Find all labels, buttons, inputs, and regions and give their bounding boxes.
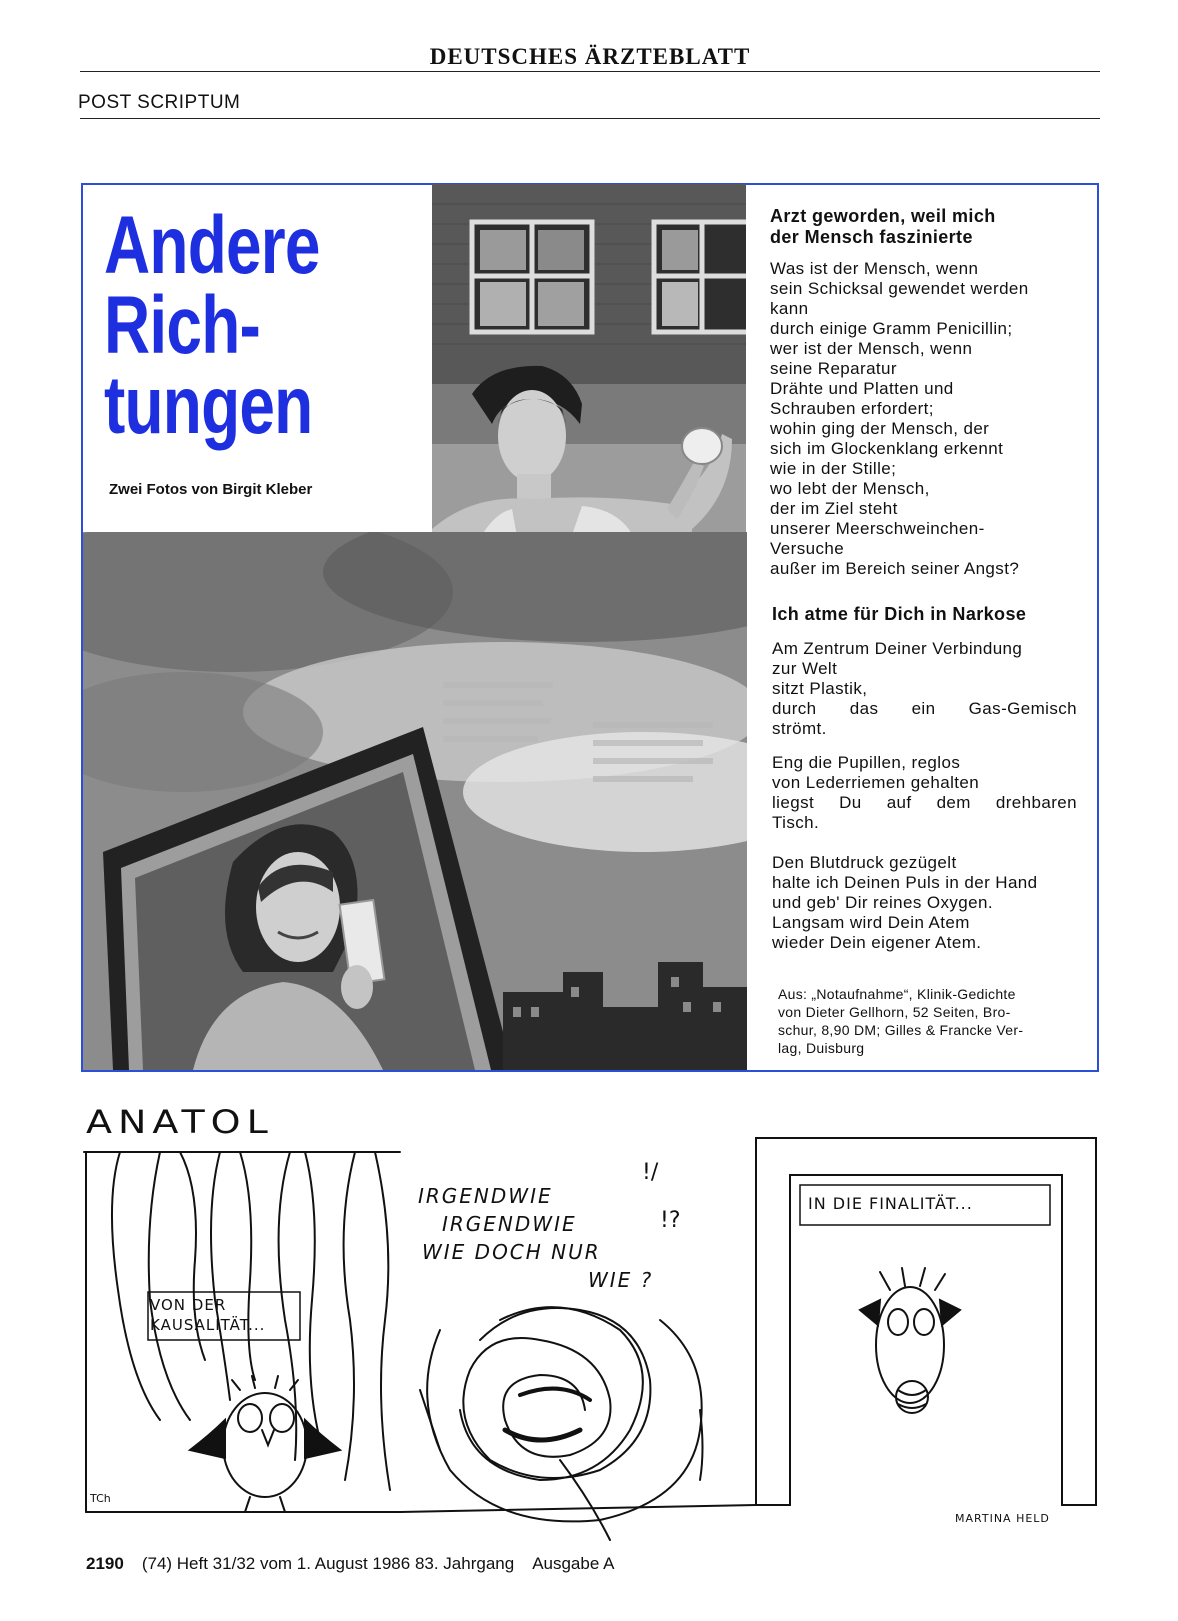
poem1-line: sich im Glockenklang erkennt [770,439,1004,458]
poem2-line: Am Zentrum Deiner Verbindung [772,639,1023,658]
poem1-line: wo lebt der Mensch, [770,479,930,498]
poem1-line: Schrauben erfordert; [770,399,934,418]
poem2-line: Langsam wird Dein Atem [772,913,970,932]
poem1-line: Was ist der Mensch, wenn [770,259,979,278]
poem1-title-line-2: der Mensch faszinierte [770,227,973,247]
poem1-line: außer im Bereich seiner Angst? [770,559,1020,578]
poem2-line: zur Welt [772,659,838,678]
poem2-line: von Lederriemen gehalten [772,773,980,792]
poem1-line: seine Reparatur [770,359,897,378]
poem1-line: unserer Meerschweinchen- [770,519,985,538]
panel2-line-4: WIE ? [588,1268,654,1292]
headline-line-2: Rich- [104,280,260,371]
edition-info: Ausgabe A [532,1554,615,1573]
panel1-line-2: KAUSALITÄT... [150,1316,266,1334]
masthead: DEUTSCHES ÄRZTEBLATT [429,44,751,69]
cartoon-title: ANATOL [86,1103,274,1141]
source-line: von Dieter Gellhorn, 52 Seiten, Bro- [778,1004,1011,1020]
poem2-line: durch das ein Gas-Gemisch [772,699,1077,718]
poem2-line: wieder Dein eigener Atem. [772,933,982,952]
headline-line-3: tungen [104,360,313,451]
poem1-line: wie in der Stille; [770,459,897,478]
panel2-mark-2: !? [660,1208,681,1233]
source-line: lag, Duisburg [778,1040,865,1056]
poem2-title: Ich atme für Dich in Narkose [772,604,1027,624]
issue-info: (74) Heft 31/32 vom 1. August 1986 83. Jahrgang [141,1554,515,1573]
poem1-title-line-1: Arzt geworden, weil mich [770,206,996,226]
source-line: schur, 8,90 DM; Gilles & Francke Ver- [778,1022,1024,1038]
panel2-line-2: IRGENDWIE [442,1212,577,1236]
poem2-line: halte ich Deinen Puls in der Hand [772,873,1038,892]
poem2-line: liegst Du auf dem drehbaren [772,793,1077,812]
signature-right: MARTINA HELD [955,1512,1050,1525]
poem1-line: kann [770,299,809,318]
page-number: 2190 [86,1554,124,1573]
panel1-speech [150,1295,265,1335]
poem2-line: Tisch. [772,813,820,832]
poem2-line: sitzt Plastik, [772,679,868,698]
panel3-speech: IN DIE FINALITÄT... [808,1194,973,1213]
poem1-line: der im Ziel steht [770,499,898,518]
poem2-line: Eng die Pupillen, reglos [772,753,961,772]
poem1-line: durch einige Gramm Penicillin; [770,319,1013,338]
signature-left: TCh [90,1492,111,1505]
headline-line-1: Andere [104,200,320,291]
page-footer [86,1554,614,1574]
poem2-line: Den Blutdruck gezügelt [772,853,957,872]
photo-credit: Zwei Fotos von Birgit Kleber [109,481,313,498]
panel2-line-1: IRGENDWIE [418,1184,553,1208]
panel2-line-3: WIE DOCH NUR [422,1240,601,1264]
panel2-mark-1: !/ [642,1160,659,1185]
poem2-line: und geb' Dir reines Oxygen. [772,893,993,912]
poem1-line: sein Schicksal gewendet werden [770,279,1029,298]
panel1-line-1: VON DER [150,1296,227,1314]
poem1-line: Versuche [770,539,845,558]
poem1-line: wer ist der Mensch, wenn [770,339,973,358]
section-title: POST SCRIPTUM [78,92,241,113]
poem1-line: Drähte und Platten und [770,379,954,398]
poem1-line: wohin ging der Mensch, der [770,419,990,438]
panel2-speech [418,1182,653,1294]
source-line: Aus: „Notaufnahme“, Klinik-Gedichte [778,986,1016,1002]
poem2-line: strömt. [772,719,827,738]
